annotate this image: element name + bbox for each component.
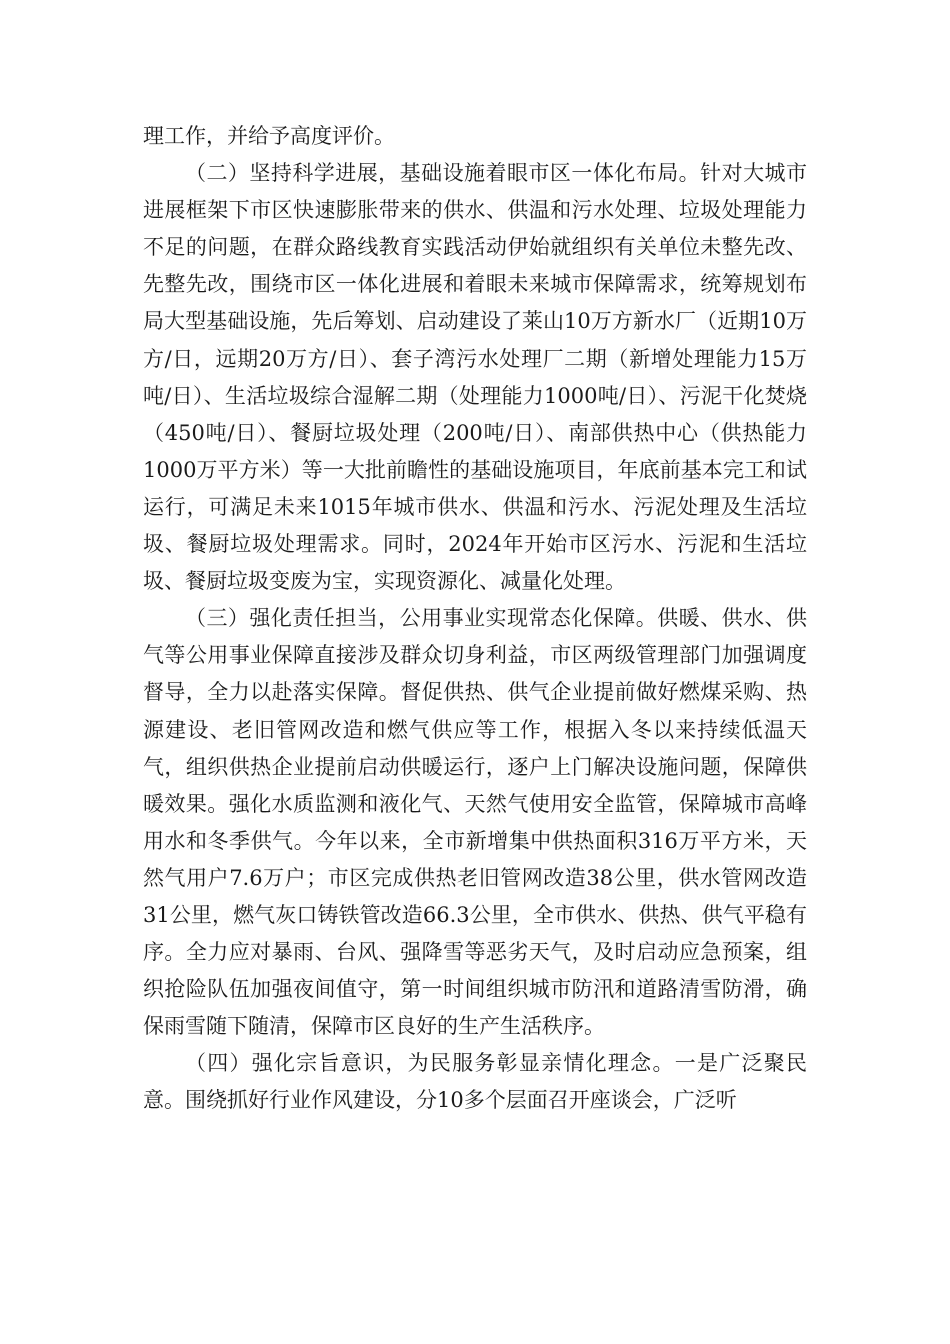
document-body <box>143 118 807 1120</box>
paragraph-continuation: 理工作，并给予高度评价。 <box>143 124 395 148</box>
paragraph-section-2: （二）坚持科学进展，基础设施着眼市区一体化布局。针对大城市进展框架下市区快速膨胀带来的供水、供温和污水处理、垃圾处理能力不足的问题，在群众路线教育实践活动伊始就组织有关单位未整先改、先整先改，围绕市区一体化进展和着眼未来城市保障需求，统筹规划布局大型基础设施，先后筹划、启动建设了莱山10万方新水厂（近期10万方/日，远期20万方/日）、套子湾污水处理厂二期（新增处理能力15万吨/日）、生活垃圾综合湿解二期（处理能力1000吨/日）、污泥干化焚烧（450吨/日）、餐厨垃圾处理（200吨/日）、南部供热中心（供热能力1000万平方米）等一大批前瞻性的基础设施项目，年底前基本完工和试运行，可满足未来1015年城市供水、供温和污水、污泥处理及生活垃圾、餐厨垃圾处理需求。同时，2024年开始市区污水、污泥和生活垃圾、餐厨垃圾变废为宝，实现资源化、减量化处理。 <box>143 161 807 594</box>
paragraph-section-3: （三）强化责任担当，公用事业实现常态化保障。供暖、供水、供气等公用事业保障直接涉及群众切身利益，市区两级管理部门加强调度督导，全力以赴落实保障。督促供热、供气企业提前做好燃煤采购、热源建设、老旧管网改造和燃气供应等工作，根据入冬以来持续低温天气，组织供热企业提前启动供暖运行，逐户上门解决设施问题，保障供暖效果。强化水质监测和液化气、天然气使用安全监管，保障城市高峰用水和冬季供气。今年以来，全市新增集中供热面积316万平方米，天然气用户7.6万户；市区完成供热老旧管网改造38公里，供水管网改造31公里，燃气灰口铸铁管改造66.3公里，全市供水、供热、供气平稳有序。全力应对暴雨、台风、强降雪等恶劣天气，及时启动应急预案，组织抢险队伍加强夜间值守，第一时间组织城市防汛和道路清雪防滑，确保雨雪随下随清，保障市区良好的生产生活秩序。 <box>143 606 807 1039</box>
paragraph-section-4: （四）强化宗旨意识，为民服务彰显亲情化理念。一是广泛聚民意。围绕抓好行业作风建设，分10多个层面召开座谈会，广泛听 <box>143 1051 807 1113</box>
